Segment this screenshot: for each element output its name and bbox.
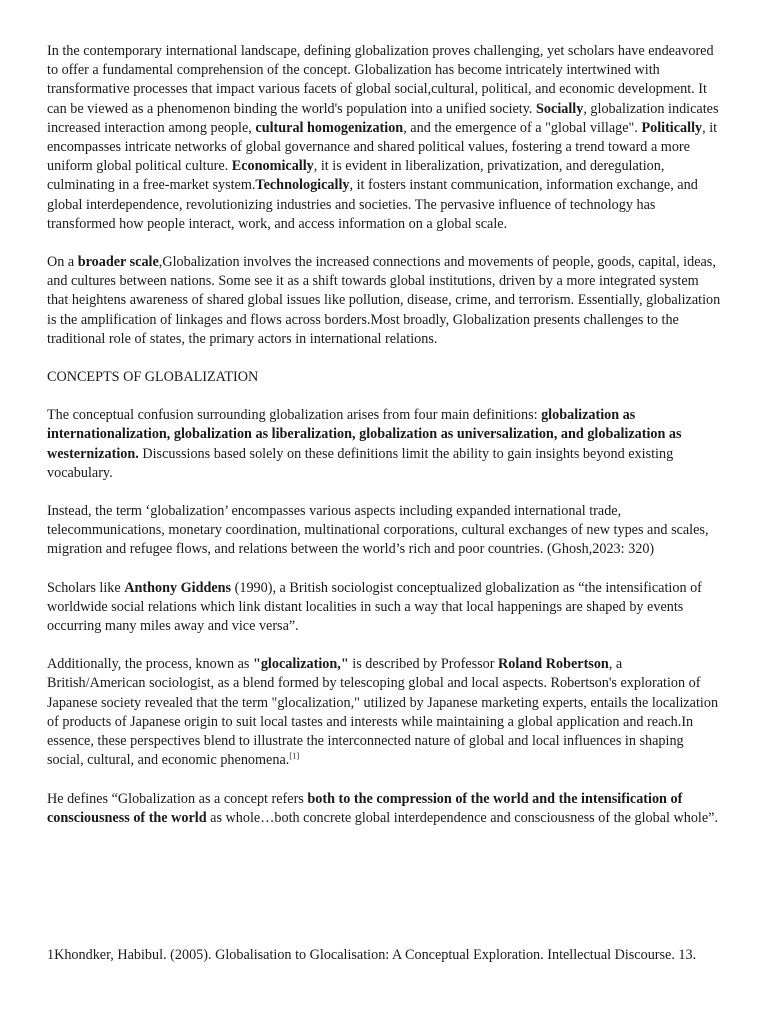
footnote-reference-link[interactable]: [1] <box>289 750 300 761</box>
footnote: 1Khondker, Habibul. (2005). Globalisation to Glocalisation: A Conceptual Exploration. Intellectual Discourse. 13. <box>47 947 697 963</box>
bold-technologically: Technologically <box>255 177 350 194</box>
text-run: Scholars like <box>47 579 125 596</box>
document-body <box>47 42 723 847</box>
paragraph-definitions <box>47 406 723 483</box>
text-run: , and the emergence of a "global village". <box>403 119 642 136</box>
bold-socially: Socially <box>536 100 584 117</box>
text-run: , it encompasses intricate networks of global governance and shared political values, fostering a trend toward a more uniform global political culture. <box>47 119 718 175</box>
text-run: Additionally, the process, known as <box>47 656 253 673</box>
text-run: In the contemporary international landscape, defining globalization proves challenging, yet scholars have endeavored to offer a fundamental comprehension of the concept. Globalization has become intricately intertwined with transformative processes that impact various facets of global social,cultural, political, and economic development. It can be viewed as a phenomenon binding the world's population into a unified society. <box>47 43 714 117</box>
text-run: , a British/American sociologist, as a blend formed by telescoping global and local aspects. Robertson's exploration of Japanese society revealed that the term "glocalization," utilized by Japanese marketing experts, entails the localization of products of Japanese origin to suit local tastes and interests while maintaining a global application and reach.In essence, these perspectives blend to illustrate the interconnected nature of global and local influences in shaping social, cultural, and economic phenomena. <box>47 656 719 769</box>
text-run: is described by Professor <box>348 656 499 673</box>
section-heading: CONCEPTS OF GLOBALIZATION <box>47 369 259 386</box>
text-run: , it fosters instant communication, information exchange, and global interdependence, revolutionizing industries and societies. The pervasive influence of technology has transformed how people interact, work, and access information on a global scale. <box>47 177 698 232</box>
text-run: ,Globalization involves the increased connections and movements of people, goods, capital, ideas, and cultures between nations. Some see it as a shift towards global institutions, driven by a more integrated system that heightens awareness of shared global issues like pollution, disease, crime, and terrorism. Essentially, globalization is the amplification of linkages and flows across borders.Most broadly, Globalization presents challenges to the traditional role of states, the primary actors in international relations. <box>47 254 721 347</box>
text-run: He defines “Globalization as a concept refers <box>47 790 308 807</box>
bold-glocalization: "glocalization," <box>252 656 349 673</box>
text-run: , it is evident in liberalization, privatization, and deregulation, culminating in a free-market system. <box>47 158 665 194</box>
text-run: Instead, the term ‘globalization’ encompasses various aspects including expanded international trade, telecommunications, monetary coordination, multinational corporations, cultural exchanges of new types and scales, migration and refugee flows, and relations between the world’s rich and poor countries. (Ghosh,2023: 320) <box>47 503 709 558</box>
bold-roland-robertson: Roland Robertson <box>498 656 609 673</box>
text-run: , globalization indicates increased interaction among people, <box>47 100 719 136</box>
bold-cultural-homogenization: cultural homogenization <box>255 119 404 136</box>
bold-compression-phrase: both to the compression of the world and the intensification of consciousness of the world <box>47 790 683 826</box>
bold-economically: Economically <box>231 158 314 175</box>
text-run: The conceptual confusion surrounding globalization arises from four main definitions: <box>47 407 542 424</box>
bold-broader-scale: broader scale <box>77 254 159 271</box>
bold-politically: Politically <box>641 119 703 136</box>
paragraph-giddens <box>47 579 723 637</box>
paragraph-broader-scale <box>47 253 723 349</box>
text-run: On a <box>47 254 78 271</box>
bold-definitions: globalization as internationalization, globalization as liberalization, globalization as universalization, and globalization as westernization. <box>47 407 682 462</box>
bold-anthony-giddens: Anthony Giddens <box>124 579 232 596</box>
paragraph-robertson-definition <box>47 790 723 828</box>
text-run: as whole…both concrete global interdependence and consciousness of the global whole”. <box>206 809 718 826</box>
text-run: (1990), a British sociologist conceptualized globalization as “the intensification of worldwide social relations which link distant localities in such a way that local happenings are shaped by events occurring many miles away and vice versa”. <box>47 579 702 635</box>
paragraph-glocalization <box>47 655 723 770</box>
text-run: Discussions based solely on these definitions limit the ability to gain insights beyond existing vocabulary. <box>47 445 674 481</box>
paragraph-intro <box>47 42 723 234</box>
paragraph-instead <box>47 502 723 560</box>
